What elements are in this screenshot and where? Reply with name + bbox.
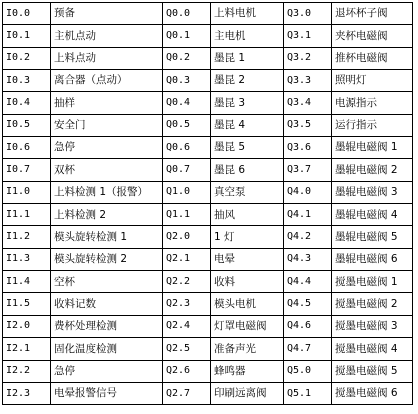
output2-address-cell: Q3.2: [284, 47, 332, 69]
output-function-cell: 上料电机: [211, 3, 284, 25]
output-function-cell: 模头电机: [211, 293, 284, 315]
input-function-cell: 模头旋转检测 1: [51, 226, 163, 248]
input-address-cell: I0.0: [3, 3, 51, 25]
output2-address-cell: Q5.0: [284, 360, 332, 382]
output2-function-cell: 搅墨电磁阀 6: [332, 382, 413, 404]
input-function-cell: 上料检测 1（报警）: [51, 181, 163, 203]
output-function-cell: 墨昆 2: [211, 70, 284, 92]
input-address-cell: I1.4: [3, 271, 51, 293]
output-address-cell: Q1.1: [163, 204, 211, 226]
output-address-cell: Q2.4: [163, 315, 211, 337]
table-row: [3, 248, 413, 270]
output2-address-cell: Q4.0: [284, 181, 332, 203]
input-address-cell: I0.2: [3, 47, 51, 69]
table-row: [3, 114, 413, 136]
input-address-cell: I2.1: [3, 338, 51, 360]
table-row: [3, 226, 413, 248]
output2-function-cell: 搅墨电磁阀 3: [332, 315, 413, 337]
table-row: [3, 47, 413, 69]
output-function-cell: 墨昆 5: [211, 137, 284, 159]
table-row: [3, 360, 413, 382]
input-address-cell: I1.0: [3, 181, 51, 203]
output-address-cell: Q2.2: [163, 271, 211, 293]
output2-address-cell: Q3.0: [284, 3, 332, 25]
input-address-cell: I0.6: [3, 137, 51, 159]
input-function-cell: 费杯处理检测: [51, 315, 163, 337]
input-address-cell: I0.4: [3, 92, 51, 114]
output-address-cell: Q2.0: [163, 226, 211, 248]
output2-address-cell: Q4.4: [284, 271, 332, 293]
output-function-cell: 蜂鸣器: [211, 360, 284, 382]
output-address-cell: Q2.1: [163, 248, 211, 270]
output-address-cell: Q2.3: [163, 293, 211, 315]
input-address-cell: I0.7: [3, 159, 51, 181]
input-address-cell: I1.1: [3, 204, 51, 226]
output-address-cell: Q1.0: [163, 181, 211, 203]
output-address-cell: Q0.6: [163, 137, 211, 159]
output-function-cell: 真空泵: [211, 181, 284, 203]
input-function-cell: 上料点动: [51, 47, 163, 69]
output2-function-cell: 搅墨电磁阀 1: [332, 271, 413, 293]
table-row: [3, 338, 413, 360]
output-address-cell: Q0.3: [163, 70, 211, 92]
output-function-cell: 墨昆 4: [211, 114, 284, 136]
table-row: [3, 25, 413, 47]
table-row: [3, 92, 413, 114]
output-address-cell: Q2.6: [163, 360, 211, 382]
output2-address-cell: Q3.7: [284, 159, 332, 181]
table-row: [3, 159, 413, 181]
output-function-cell: 1 灯: [211, 226, 284, 248]
output-function-cell: 灯罩电磁阀: [211, 315, 284, 337]
output2-address-cell: Q3.6: [284, 137, 332, 159]
output2-address-cell: Q3.3: [284, 70, 332, 92]
output2-address-cell: Q4.6: [284, 315, 332, 337]
input-function-cell: 空杯: [51, 271, 163, 293]
output2-address-cell: Q4.2: [284, 226, 332, 248]
input-address-cell: I0.3: [3, 70, 51, 92]
output-function-cell: 主电机: [211, 25, 284, 47]
input-function-cell: 预备: [51, 3, 163, 25]
output2-function-cell: 运行指示: [332, 114, 413, 136]
output2-function-cell: 搅墨电磁阀 4: [332, 338, 413, 360]
input-function-cell: 固化温度检测: [51, 338, 163, 360]
output-function-cell: 电晕: [211, 248, 284, 270]
input-address-cell: I2.2: [3, 360, 51, 382]
output2-address-cell: Q3.1: [284, 25, 332, 47]
output2-function-cell: 搅墨电磁阀 5: [332, 360, 413, 382]
io-assignment-table: [2, 2, 413, 405]
output2-function-cell: 墨辊电磁阀 3: [332, 181, 413, 203]
output2-address-cell: Q4.5: [284, 293, 332, 315]
output2-address-cell: Q4.3: [284, 248, 332, 270]
table-row: [3, 382, 413, 404]
input-function-cell: 收料记数: [51, 293, 163, 315]
output-address-cell: Q2.5: [163, 338, 211, 360]
input-function-cell: 双杯: [51, 159, 163, 181]
output-address-cell: Q0.4: [163, 92, 211, 114]
output2-function-cell: 退坏杯子阀: [332, 3, 413, 25]
output-function-cell: 墨昆 3: [211, 92, 284, 114]
output2-function-cell: 墨辊电磁阀 1: [332, 137, 413, 159]
input-address-cell: I0.1: [3, 25, 51, 47]
input-function-cell: 急停: [51, 137, 163, 159]
io-table-body: [3, 3, 413, 405]
output2-function-cell: 照明灯: [332, 70, 413, 92]
output-function-cell: 准备声光: [211, 338, 284, 360]
output2-address-cell: Q4.7: [284, 338, 332, 360]
output-function-cell: 抽风: [211, 204, 284, 226]
output2-function-cell: 墨辊电磁阀 2: [332, 159, 413, 181]
table-row: [3, 70, 413, 92]
output2-address-cell: Q4.1: [284, 204, 332, 226]
input-address-cell: I1.3: [3, 248, 51, 270]
input-function-cell: 电晕报警信号: [51, 382, 163, 404]
input-address-cell: I2.3: [3, 382, 51, 404]
output-function-cell: 墨昆 6: [211, 159, 284, 181]
output-function-cell: 墨昆 1: [211, 47, 284, 69]
input-function-cell: 离合器（点动）: [51, 70, 163, 92]
output-address-cell: Q0.5: [163, 114, 211, 136]
input-address-cell: I1.2: [3, 226, 51, 248]
output2-address-cell: Q5.1: [284, 382, 332, 404]
table-row: [3, 315, 413, 337]
table-row: [3, 137, 413, 159]
output2-address-cell: Q3.5: [284, 114, 332, 136]
table-row: [3, 204, 413, 226]
output-address-cell: Q2.7: [163, 382, 211, 404]
input-address-cell: I1.5: [3, 293, 51, 315]
output2-address-cell: Q3.4: [284, 92, 332, 114]
output2-function-cell: 墨辊电磁阀 5: [332, 226, 413, 248]
output2-function-cell: 推杯电磁阀: [332, 47, 413, 69]
output2-function-cell: 夹杯电磁阀: [332, 25, 413, 47]
output2-function-cell: 墨辊电磁阀 4: [332, 204, 413, 226]
output2-function-cell: 搅墨电磁阀 2: [332, 293, 413, 315]
output-function-cell: 收料: [211, 271, 284, 293]
input-function-cell: 急停: [51, 360, 163, 382]
input-function-cell: 主机点动: [51, 25, 163, 47]
table-row: [3, 3, 413, 25]
input-address-cell: I0.5: [3, 114, 51, 136]
input-address-cell: I2.0: [3, 315, 51, 337]
input-function-cell: 安全门: [51, 114, 163, 136]
output-address-cell: Q0.7: [163, 159, 211, 181]
table-row: [3, 271, 413, 293]
input-function-cell: 抽样: [51, 92, 163, 114]
output-address-cell: Q0.1: [163, 25, 211, 47]
input-function-cell: 上料检测 2: [51, 204, 163, 226]
output-function-cell: 印刷远离阀: [211, 382, 284, 404]
output2-function-cell: 电源指示: [332, 92, 413, 114]
output-address-cell: Q0.0: [163, 3, 211, 25]
input-function-cell: 模头旋转检测 2: [51, 248, 163, 270]
output-address-cell: Q0.2: [163, 47, 211, 69]
output2-function-cell: 墨辊电磁阀 6: [332, 248, 413, 270]
table-row: [3, 293, 413, 315]
table-row: [3, 181, 413, 203]
